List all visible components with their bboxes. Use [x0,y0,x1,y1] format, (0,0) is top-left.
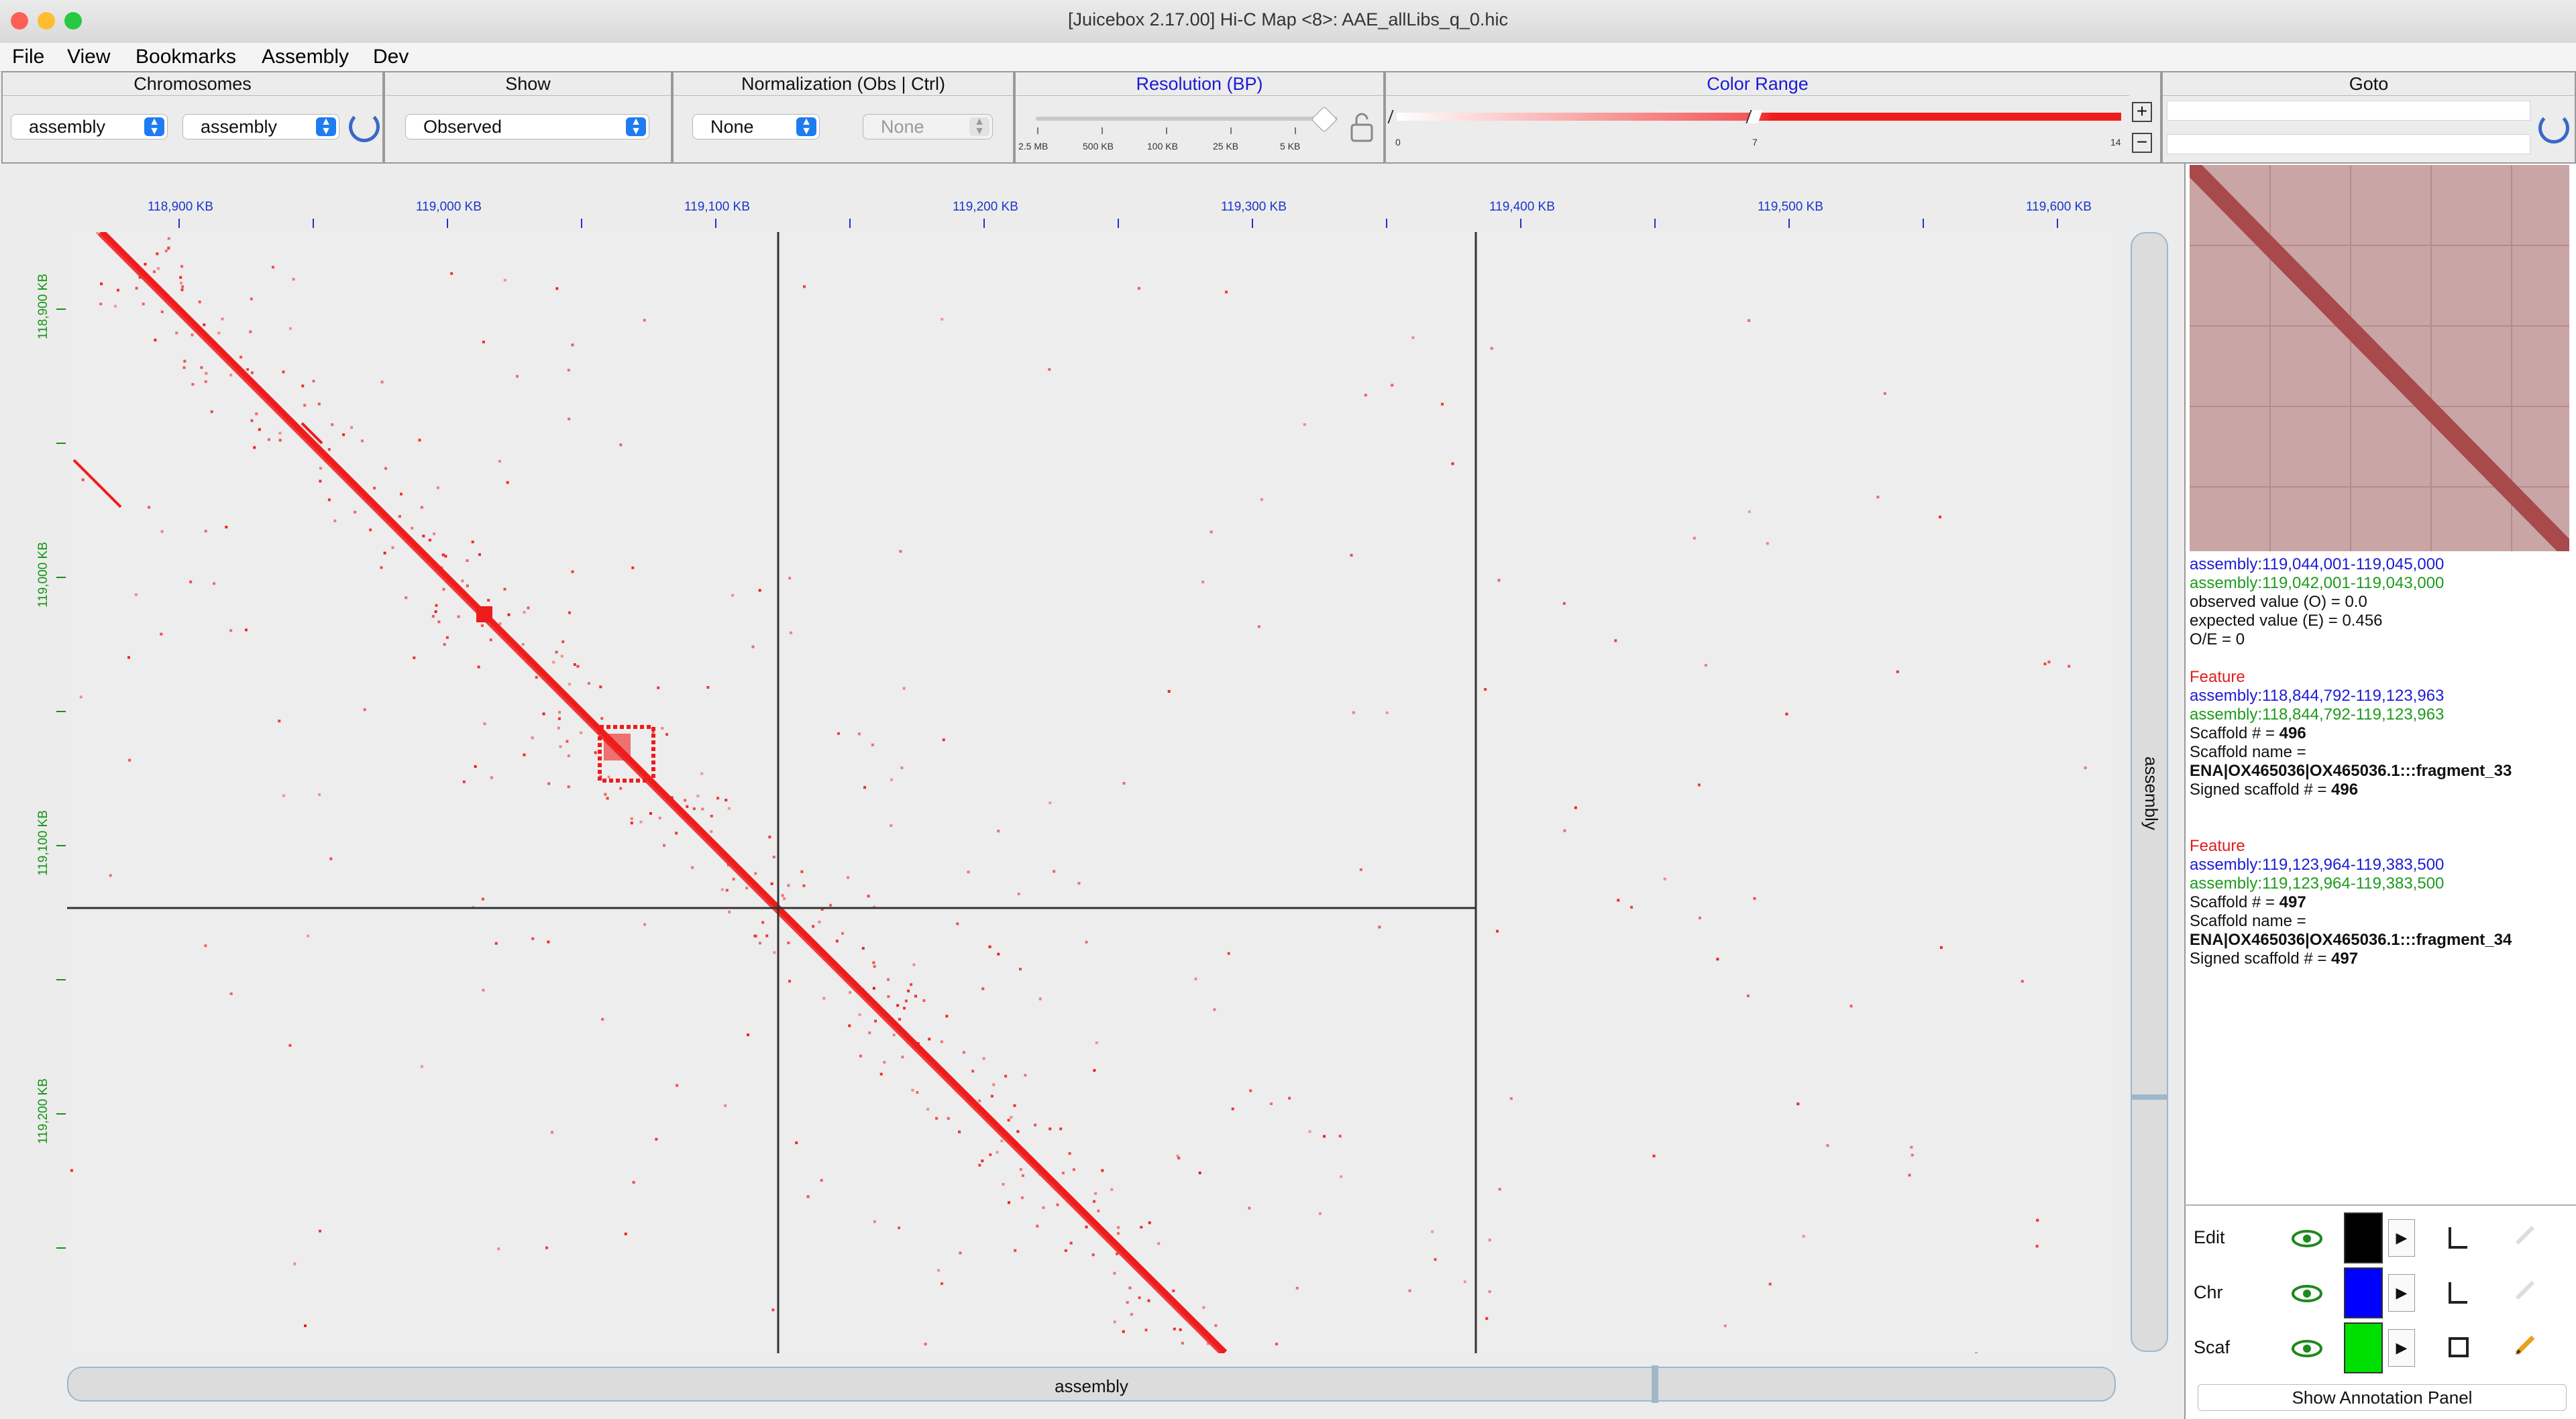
annotation-edit-label: Edit [2194,1227,2225,1247]
chevron-updown-icon: ▲ ▼ [626,117,646,136]
normalization-obs-select[interactable] [692,114,820,139]
top-ruler-label: 119,200 KB [953,200,1018,214]
expected-value: expected value (E) = 0.456 [2190,612,2383,630]
play-icon[interactable]: ▶ [2388,1329,2415,1367]
scaffold-name-label: Scaffold name = [2190,743,2306,761]
show-annotation-panel-button[interactable]: Show Annotation Panel [2198,1384,2567,1411]
menu-bar [0,43,2576,72]
left-ruler-label: 119,000 KB [36,542,50,608]
refresh-icon[interactable] [349,111,380,142]
y-axis-label: assembly [2141,756,2161,830]
normalization-panel [672,71,1014,164]
menu-dev[interactable]: Dev [373,46,409,68]
menu-bookmarks[interactable]: Bookmarks [136,46,237,68]
color-range-header[interactable]: Color Range [1386,72,2129,96]
eye-icon[interactable] [2292,1285,2322,1302]
signed-scaffold-number: Signed scaffold # = 497 [2190,950,2359,968]
normalization-header: Normalization (Obs | Ctrl) [674,72,1013,96]
goto-y-input[interactable] [2167,134,2530,154]
color-range-panel [1385,71,2161,164]
lock-icon[interactable] [1350,111,1374,142]
color-range-min-label: 0 [1395,137,1401,148]
color-range-mid-label: 7 [1752,137,1758,148]
chevron-updown-icon: ▲ ▼ [969,117,989,136]
chromosomes-panel [1,71,384,164]
color-range-max-thumb[interactable] [1746,110,1762,123]
square-icon[interactable] [2446,1335,2470,1361]
left-ruler-label: 119,100 KB [36,810,50,876]
chr-color-swatch[interactable] [2344,1267,2383,1318]
annotation-chr-label: Chr [2194,1282,2223,1302]
resolution-tick-label: 2.5 MB [1018,141,1049,152]
normalization-ctrl-value: None [881,117,924,137]
vertical-scrollbar[interactable] [2131,232,2168,1352]
resolution-tick-label: 500 KB [1083,141,1114,152]
chromosome-2-select[interactable] [182,114,339,139]
resolution-tick-label: 25 KB [1213,141,1239,152]
menu-assembly[interactable]: Assembly [262,46,350,68]
eye-icon[interactable] [2292,1340,2322,1357]
annotation-scaf-label: Scaf [2194,1337,2231,1357]
resolution-header[interactable]: Resolution (BP) [1016,72,1383,96]
position-x: assembly:119,044,001-119,045,000 [2190,555,2445,573]
chevron-updown-icon: ▲ ▼ [316,117,336,136]
scaffold-number: Scaffold # = 496 [2190,724,2306,742]
x-axis-label: assembly [1055,1376,1128,1396]
color-range-max-label: 14 [2110,137,2121,148]
goto-refresh-icon[interactable] [2538,113,2569,144]
scaffold-name: ENA|OX465036|OX465036.1:::fragment_34 [2190,931,2512,949]
observed-value: observed value (O) = 0.0 [2190,593,2367,611]
chromosome-1-value: assembly [29,117,106,137]
pencil-icon [2513,1275,2540,1302]
top-ruler-label: 119,400 KB [1489,200,1555,214]
resolution-slider-thumb[interactable] [1311,106,1338,133]
title-bar [0,0,2576,44]
display-mode-select[interactable] [405,114,649,139]
display-mode-value: Observed [423,117,502,137]
eye-icon[interactable] [2292,1230,2322,1247]
horizontal-scrollbar[interactable] [67,1367,2116,1402]
left-ruler-label: 118,900 KB [36,274,50,339]
thumbnail-map[interactable] [2190,165,2569,551]
resolution-slider-track[interactable] [1036,117,1338,121]
left-ruler-label: 119,200 KB [36,1078,50,1144]
corner-icon[interactable] [2446,1280,2470,1306]
top-ruler-label: 118,900 KB [148,200,213,214]
left-ruler [27,232,67,1353]
scaffold-name-label: Scaffold name = [2190,912,2306,930]
normalization-ctrl-select [863,114,993,139]
feature-label: Feature [2190,837,2245,855]
top-ruler-label: 119,500 KB [1758,200,1823,214]
increase-range-button[interactable]: + [2132,102,2152,122]
scaf-color-swatch[interactable] [2344,1322,2383,1373]
pencil-icon[interactable] [2513,1330,2540,1357]
position-y: assembly:119,042,001-119,043,000 [2190,574,2445,592]
hic-heatmap[interactable] [67,232,2118,1353]
pencil-icon [2513,1221,2540,1247]
edit-color-swatch[interactable] [2344,1212,2383,1263]
oe-value: O/E = 0 [2190,630,2245,648]
resolution-tick-label: 100 KB [1147,141,1178,152]
feature-range-y: assembly:118,844,792-119,123,963 [2190,705,2445,724]
chromosomes-header: Chromosomes [3,72,382,96]
top-ruler-label: 119,100 KB [684,200,750,214]
scaffold-name: ENA|OX465036|OX465036.1:::fragment_33 [2190,762,2512,780]
chevron-updown-icon: ▲ ▼ [796,117,816,136]
normalization-obs-value: None [710,117,754,137]
top-ruler-label: 119,300 KB [1221,200,1287,214]
scaffold-number: Scaffold # = 497 [2190,893,2306,911]
top-ruler [67,176,2118,232]
chromosome-2-value: assembly [201,117,278,137]
goto-x-input[interactable] [2167,101,2530,121]
top-ruler-label: 119,000 KB [416,200,482,214]
menu-view[interactable]: View [67,46,111,68]
feature-range-x: assembly:119,123,964-119,383,500 [2190,856,2445,874]
show-panel [384,71,672,164]
chromosome-1-select[interactable] [11,114,168,139]
resolution-tick-label: 5 KB [1280,141,1301,152]
top-ruler-label: 119,600 KB [2026,200,2092,214]
feature-range-x: assembly:118,844,792-119,123,963 [2190,687,2445,705]
resolution-panel [1014,71,1385,164]
chevron-updown-icon: ▲ ▼ [144,117,164,136]
decrease-range-button[interactable]: − [2132,133,2152,153]
menu-file[interactable]: File [12,46,45,68]
horizontal-scroll-marker [1652,1365,1658,1403]
vertical-scroll-marker [2131,1094,2168,1100]
corner-icon[interactable] [2446,1225,2470,1251]
signed-scaffold-number: Signed scaffold # = 496 [2190,781,2359,799]
goto-panel [2161,71,2576,164]
play-icon[interactable]: ▶ [2388,1219,2415,1257]
play-icon[interactable]: ▶ [2388,1274,2415,1312]
feature-range-y: assembly:119,123,964-119,383,500 [2190,874,2445,893]
goto-header: Goto [2163,72,2575,96]
feature-label: Feature [2190,668,2245,686]
show-header: Show [385,72,671,96]
color-range-min-thumb[interactable] [1387,110,1404,123]
window-title: [Juicebox 2.17.00] Hi-C Map <8>: AAE_allLibs_q_0.hic [1068,9,1508,30]
